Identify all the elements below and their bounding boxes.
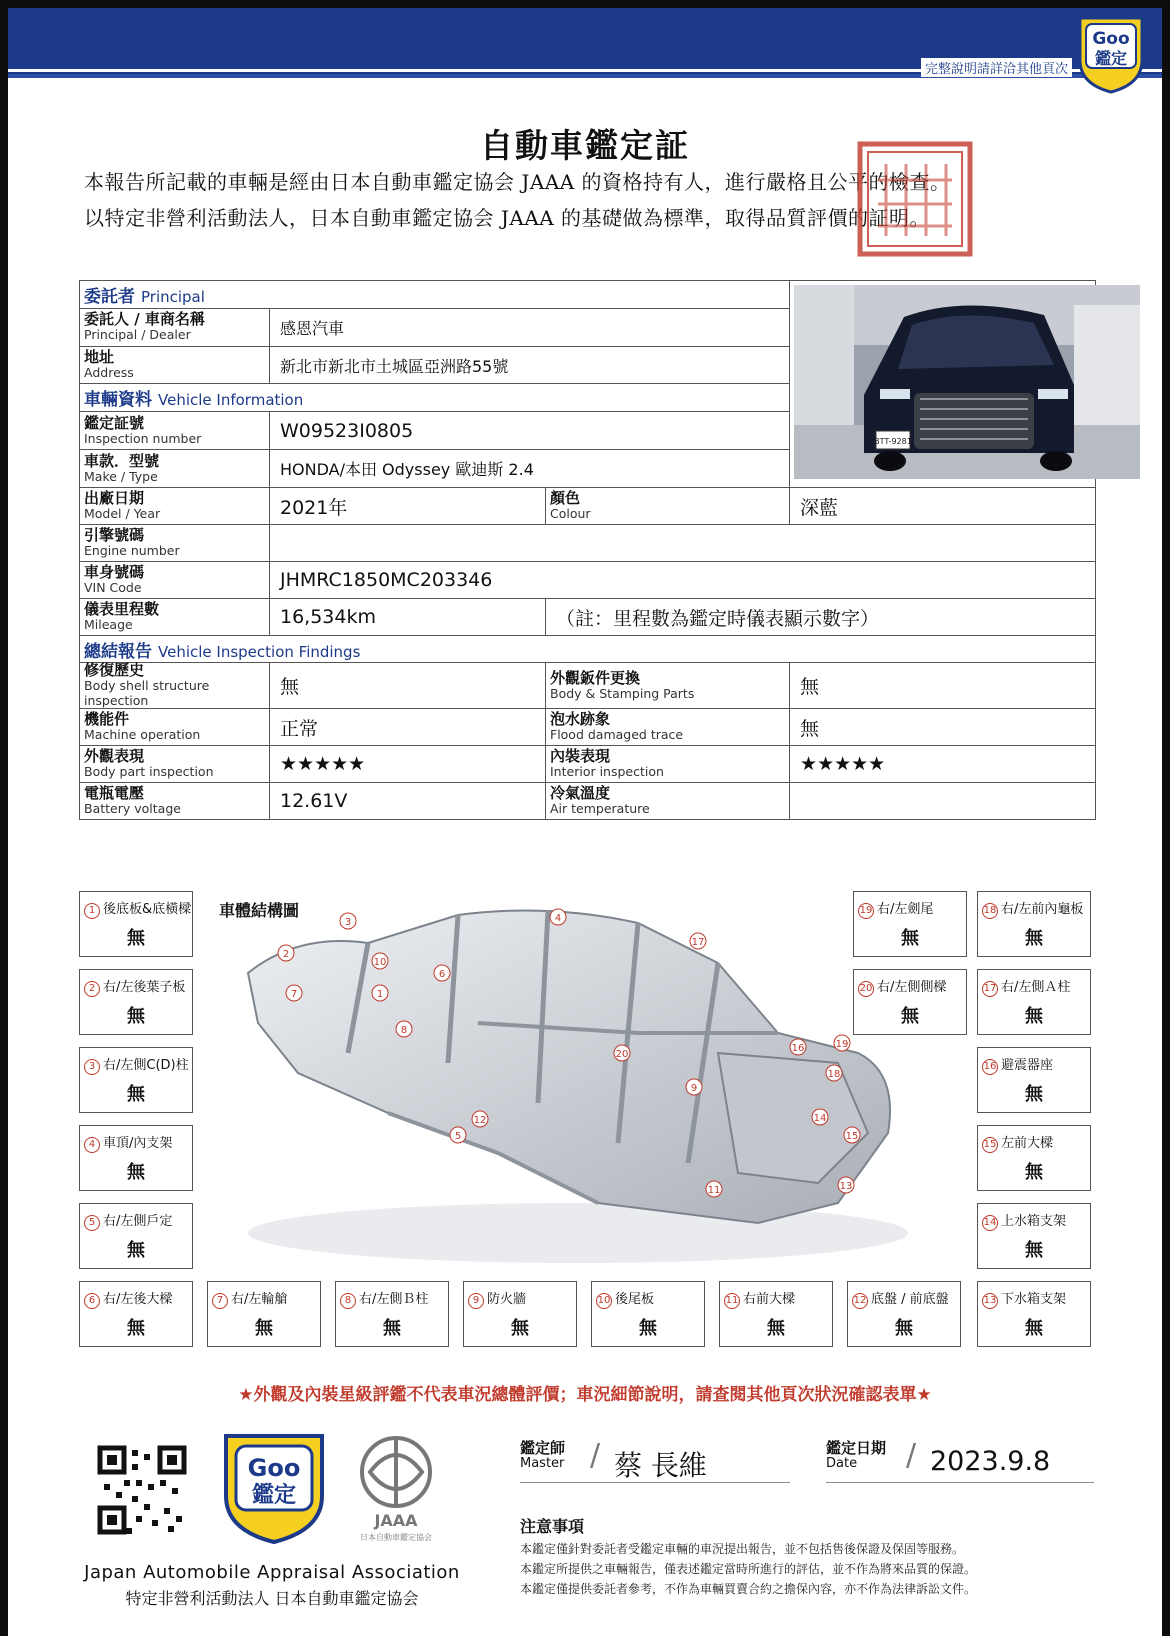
jaaa-logo xyxy=(348,1432,444,1542)
association-en: Japan Automobile Appraisal Association xyxy=(84,1562,460,1583)
label-colour: 顏色 Colour xyxy=(546,488,790,525)
qr-code xyxy=(96,1444,188,1536)
svg-text:14: 14 xyxy=(813,1113,827,1124)
svg-text:BTT-9281: BTT-9281 xyxy=(874,437,912,446)
rating-warning: ★外觀及內裝星級評鑑不代表車況總體評價；車況細節說明，請查閱其他頁次狀況確認表單★ xyxy=(238,1385,932,1405)
part-box-14: 14 上水箱支架 無 xyxy=(977,1203,1091,1269)
part-box-8: 8 右/左側Ｂ柱 無 xyxy=(335,1281,449,1347)
vehicle-photo xyxy=(794,285,1140,479)
vehicle-photo-cell xyxy=(790,281,1096,488)
association-zh: 特定非營利活動法人 日本自動車鑑定協会 xyxy=(125,1589,419,1608)
intro-line-1: 本報告所記載的車輛是經由日本自動車鑑定協会 JAAA 的資格持有人，進行嚴格且公平的檢查。 xyxy=(84,170,951,194)
value-vin: JHMRC1850MC203346 xyxy=(270,562,1096,599)
svg-text:JAAA: JAAA xyxy=(374,1511,418,1530)
value-flood: 無 xyxy=(790,709,1096,746)
section-vehicle: 車輛資料 Vehicle Information xyxy=(80,384,790,412)
header-note: 完整說明請詳洽其他頁次 xyxy=(921,58,1072,77)
part-box-13: 13 下水箱支架 無 xyxy=(977,1281,1091,1347)
value-stamping: 無 xyxy=(790,663,1096,709)
value-interior: ★★★★★ xyxy=(790,746,1096,783)
value-engine xyxy=(270,525,1096,562)
svg-text:1: 1 xyxy=(376,989,384,1000)
svg-text:4: 4 xyxy=(554,913,562,924)
svg-text:8: 8 xyxy=(400,1025,408,1036)
red-seal-stamp xyxy=(856,140,974,258)
svg-text:15: 15 xyxy=(845,1131,859,1142)
label-stamping: 外觀鈑件更換 Body & Stamping Parts xyxy=(546,663,790,709)
label-battery: 電瓶電壓 Battery voltage xyxy=(80,783,270,820)
svg-text:Goo: Goo xyxy=(247,1454,301,1482)
value-inspection-number: W09523I0805 xyxy=(270,412,790,450)
part-box-9: 9 防火牆 無 xyxy=(463,1281,577,1347)
part-box-1: 1 後底板&底橫樑 無 xyxy=(79,891,193,957)
svg-text:Goo: Goo xyxy=(1092,29,1130,49)
svg-text:18: 18 xyxy=(827,1069,841,1080)
value-machine: 正常 xyxy=(270,709,546,746)
value-make-type: HONDA/本田 Odyssey 歐迪斯 2.4 xyxy=(270,450,790,488)
value-body-part: ★★★★★ xyxy=(270,746,546,783)
part-box-18: 18 右/左前內龜板 無 xyxy=(977,891,1091,957)
svg-text:3: 3 xyxy=(344,917,352,928)
goo-badge-logo xyxy=(1074,14,1148,94)
label-body-shell: 修復歷史 Body shell structure inspection xyxy=(80,663,270,709)
date-value: 2023.9.8 xyxy=(930,1446,1051,1477)
label-flood: 泡水跡象 Flood damaged trace xyxy=(546,709,790,746)
certificate-page xyxy=(8,8,1162,1636)
part-box-16: 16 避震器座 無 xyxy=(977,1047,1091,1113)
part-box-12: 12 底盤 / 前底盤 無 xyxy=(847,1281,961,1347)
part-box-2: 2 右/左後葉子板 無 xyxy=(79,969,193,1035)
part-box-7: 7 右/左輪艙 無 xyxy=(207,1281,321,1347)
svg-text:19: 19 xyxy=(835,1039,849,1050)
section-principal: 委託者 Principal xyxy=(80,281,790,309)
date-slash: / xyxy=(906,1438,917,1473)
notes-line-3: 本鑑定僅提供委託者參考，不作為車輛買賣合約之擔保內容，亦不作為法律訴訟文件。 xyxy=(520,1582,977,1596)
svg-text:5: 5 xyxy=(454,1131,462,1142)
notes-title: 注意事項 xyxy=(520,1517,585,1536)
label-vin: 車身號碼 VIN Code xyxy=(80,562,270,599)
value-battery: 12.61V xyxy=(270,783,546,820)
svg-text:6: 6 xyxy=(438,969,446,980)
part-box-5: 5 右/左側戶定 無 xyxy=(79,1203,193,1269)
svg-text:16: 16 xyxy=(791,1043,805,1054)
svg-text:10: 10 xyxy=(373,957,387,968)
label-engine: 引擎號碼 Engine number xyxy=(80,525,270,562)
diagram-title: 車體結構圖 xyxy=(219,901,300,920)
svg-text:11: 11 xyxy=(707,1185,721,1196)
part-box-10: 10 後尾板 無 xyxy=(591,1281,705,1347)
notes-line-1: 本鑑定僅針對委託者受鑑定車輛的車況提出報告，並不包括售後保證及保固等服務。 xyxy=(520,1542,965,1556)
date-underline xyxy=(826,1482,1094,1483)
value-model-year: 2021年 xyxy=(270,488,546,525)
label-inspection-number: 鑑定証號 Inspection number xyxy=(80,412,270,450)
value-mileage: 16,534km xyxy=(270,599,546,636)
part-box-3: 3 右/左側C(D)柱 無 xyxy=(79,1047,193,1113)
label-body-part: 外觀表現 Body part inspection xyxy=(80,746,270,783)
value-address: 新北市新北市土城區亞洲路55號 xyxy=(270,346,790,384)
part-box-4: 4 車頂/內支架 無 xyxy=(79,1125,193,1191)
label-machine: 機能件 Machine operation xyxy=(80,709,270,746)
label-aircon: 冷氣溫度 Air temperature xyxy=(546,783,790,820)
value-body-shell: 無 xyxy=(270,663,546,709)
part-box-19: 19 右/左劍尾 無 xyxy=(853,891,967,957)
master-underline xyxy=(520,1482,790,1483)
svg-text:7: 7 xyxy=(290,989,298,1000)
value-dealer: 感恩汽車 xyxy=(270,308,790,346)
notes-line-2: 本鑑定所提供之車輛報告，僅表述鑑定當時所進行的評估，並不作為將來品質的保證。 xyxy=(520,1562,977,1576)
svg-text:2: 2 xyxy=(282,949,290,960)
goo-kantei-logo xyxy=(220,1430,328,1544)
master-label: 鑑定師 Master xyxy=(520,1439,566,1471)
svg-text:鑑定: 鑑定 xyxy=(251,1483,297,1508)
date-label: 鑑定日期 Date xyxy=(826,1439,887,1471)
svg-text:12: 12 xyxy=(473,1115,487,1126)
svg-text:鑑定: 鑑定 xyxy=(1094,49,1128,68)
section-findings: 總結報告 Vehicle Inspection Findings xyxy=(80,636,1096,663)
master-slash: / xyxy=(590,1438,601,1473)
svg-text:日本自動車鑑定協会: 日本自動車鑑定協会 xyxy=(360,1533,432,1542)
part-box-20: 20 右/左側側樑 無 xyxy=(853,969,967,1035)
part-box-11: 11 右前大樑 無 xyxy=(719,1281,833,1347)
part-box-17: 17 右/左側Ａ柱 無 xyxy=(977,969,1091,1035)
label-model-year: 出廠日期 Model / Year xyxy=(80,488,270,525)
part-box-15: 15 左前大樑 無 xyxy=(977,1125,1091,1191)
master-name: 蔡 長維 xyxy=(614,1449,707,1482)
label-make-type: 車款．型號 Make / Type xyxy=(80,450,270,488)
part-box-6: 6 右/左後大樑 無 xyxy=(79,1281,193,1347)
svg-text:20: 20 xyxy=(615,1049,629,1060)
svg-text:13: 13 xyxy=(839,1181,853,1192)
document-title: 自動車鑑定証 xyxy=(480,126,690,165)
info-table xyxy=(79,280,1096,820)
intro-line-2: 以特定非營利活動法人，日本自動車鑑定協会 JAAA 的基礎做為標準，取得品質評價的証明。 xyxy=(84,206,931,230)
label-dealer: 委託人 / 車商名稱 Principal / Dealer xyxy=(80,308,270,346)
svg-text:9: 9 xyxy=(690,1083,698,1094)
value-aircon xyxy=(790,783,1096,820)
label-mileage: 儀表里程數 Mileage xyxy=(80,599,270,636)
car-body-structure-diagram xyxy=(218,903,918,1283)
label-interior: 內裝表現 Interior inspection xyxy=(546,746,790,783)
mileage-note: （註：里程數為鑑定時儀表顯示數字） xyxy=(546,599,1096,636)
label-address: 地址 Address xyxy=(80,346,270,384)
svg-text:17: 17 xyxy=(691,937,705,948)
value-colour: 深藍 xyxy=(790,488,1096,525)
